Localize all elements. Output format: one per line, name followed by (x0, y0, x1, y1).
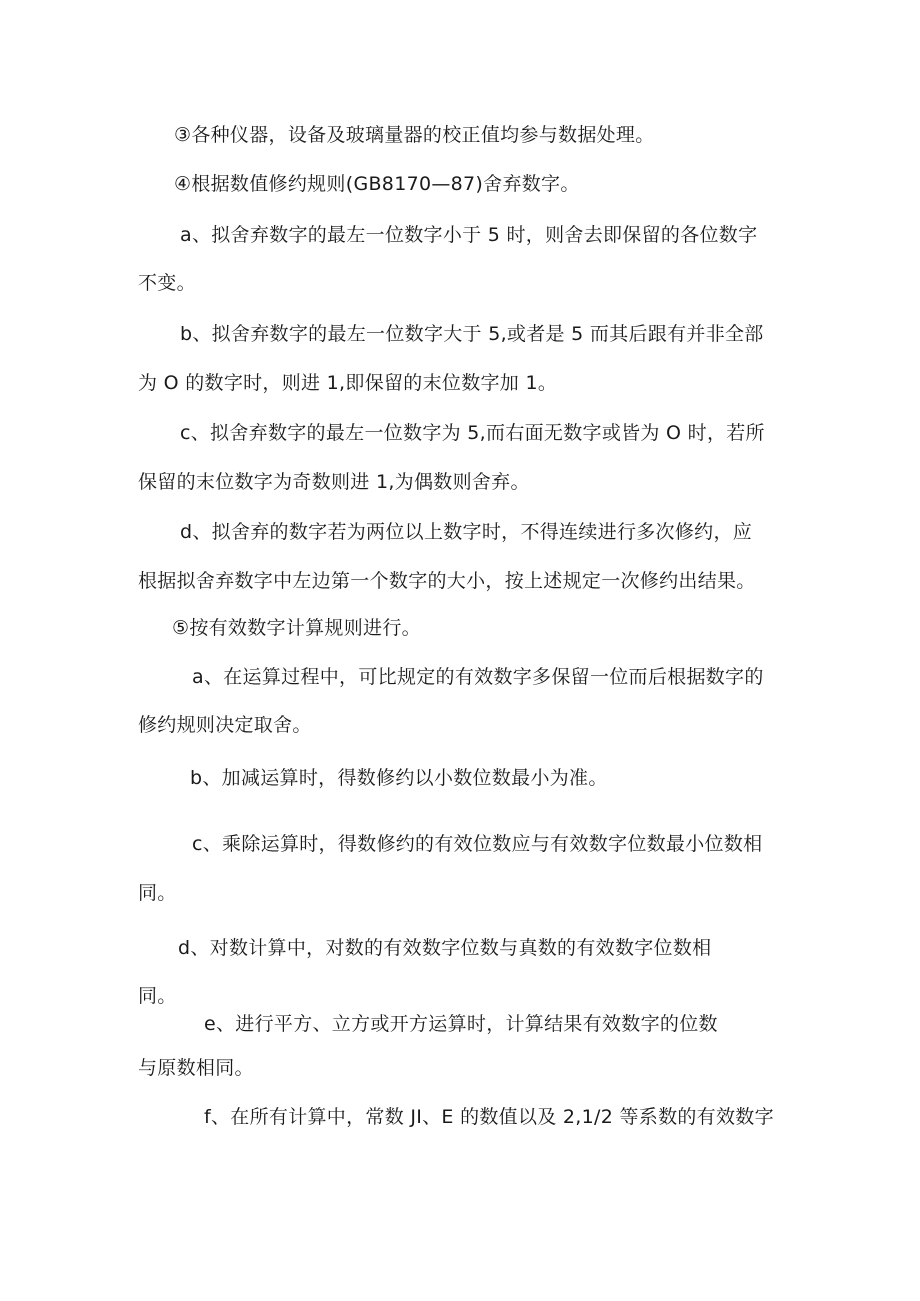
rule-d-line-1: d、拟舍弃的数字若为两位以上数字时，不得连续进行多次修约，应 (180, 521, 753, 543)
rule-d-line-2: 根据拟舍弃数字中左边第一个数字的大小，按上述规定一次修约出结果。 (138, 570, 756, 592)
rule-a-line-1: a、拟舍弃数字的最左一位数字小于 5 时，则舍去即保留的各位数字 (180, 224, 758, 246)
calc-rule-f-line-1: f、在所有计算中，常数 JI、E 的数值以及 2,1/2 等系数的有效数字 (204, 1106, 774, 1128)
rule-b-line-2: 为 O 的数字时，则进 1,即保留的末位数字加 1。 (138, 372, 558, 394)
paragraph-item-3: ③各种仪器，设备及玻璃量器的校正值均参与数据处理。 (174, 124, 655, 146)
calc-rule-c-line-2: 同。 (138, 882, 177, 904)
rule-c-line-2: 保留的末位数字为奇数则进 1,为偶数则舍弃。 (138, 471, 530, 493)
rule-c-line-1: c、拟舍弃数字的最左一位数字为 5,而右面无数字或皆为 O 时，若所 (180, 422, 765, 444)
rule-b-line-1: b、拟舍弃数字的最左一位数字大于 5,或者是 5 而其后跟有并非全部 (180, 323, 764, 345)
calc-rule-e-line-1: e、进行平方、立方或开方运算时，计算结果有效数字的位数 (204, 1013, 718, 1035)
calc-rule-a-line-2: 修约规则决定取舍。 (138, 714, 312, 736)
calc-rule-b-line: b、加减运算时，得数修约以小数位数最小为准。 (190, 767, 608, 789)
calc-rule-d-line-1: d、对数计算中，对数的有效数字位数与真数的有效数字位数相 (178, 937, 712, 959)
calc-rule-a-line-1: a、在运算过程中，可比规定的有效数字多保留一位而后根据数字的 (192, 666, 764, 688)
rule-a-line-2: 不变。 (138, 272, 196, 294)
paragraph-item-4: ④根据数值修约规则(GB8170—87)舍弃数字。 (174, 173, 580, 195)
calc-rule-d-line-2: 同。 (138, 985, 177, 1007)
calc-rule-c-line-1: c、乘除运算时，得数修约的有效位数应与有效数字位数最小位数相 (192, 833, 763, 855)
calc-rule-e-line-2: 与原数相同。 (138, 1057, 254, 1079)
paragraph-item-5: ⑤按有效数字计算规则进行。 (172, 617, 421, 639)
